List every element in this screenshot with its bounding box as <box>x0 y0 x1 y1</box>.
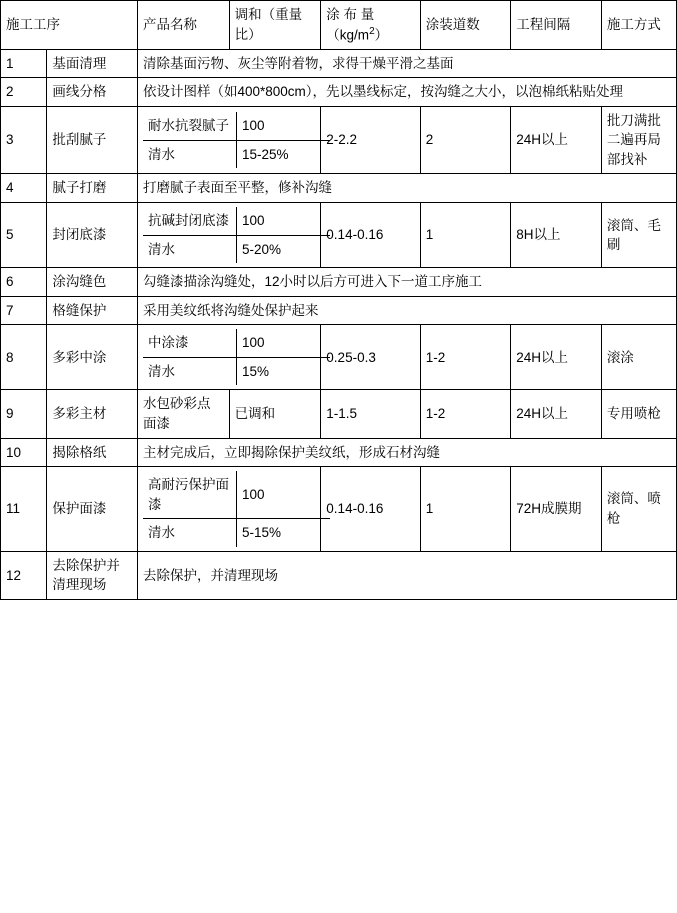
row-product-name: 清水 <box>143 140 237 168</box>
table-header-row <box>1 1 677 50</box>
row-process-name: 画线分格 <box>47 78 138 107</box>
header-cell-interval: 工程间隔 <box>511 1 602 50</box>
table-row <box>1 106 677 174</box>
table-row <box>1 268 677 297</box>
table-row <box>1 325 677 390</box>
row-mix-ratio: 已调和 <box>229 390 321 438</box>
row-mix-ratio: 5-15% <box>241 525 281 541</box>
row-step-number: 11 <box>1 467 47 552</box>
row-process-name: 多彩主材 <box>47 390 138 438</box>
table-row <box>1 467 677 552</box>
row-interval: 24H以上 <box>511 325 602 390</box>
row-mix-ratio: 15% <box>241 363 269 379</box>
row-product-name: 清水 <box>143 357 237 385</box>
row-step-number: 5 <box>1 203 47 268</box>
row-product-name: 水包砂彩点面漆 <box>137 390 229 438</box>
row-method: 滚涂 <box>601 325 676 390</box>
row-step-number: 8 <box>1 325 47 390</box>
row-process-name: 揭除格纸 <box>47 438 138 467</box>
row-description: 打磨腻子表面至平整，修补沟缝 <box>137 174 676 203</box>
row-step-number: 10 <box>1 438 47 467</box>
row-step-number: 1 <box>1 49 47 78</box>
header-cell-product: 产品名称 <box>137 1 229 50</box>
row-description: 清除基面污物、灰尘等附着物，求得干燥平滑之基面 <box>137 49 676 78</box>
row-step-number: 12 <box>1 551 47 599</box>
table-row <box>1 174 677 203</box>
row-mix-ratio: 100 <box>236 329 330 357</box>
product-ratio-row <box>143 471 330 519</box>
header-cell-method: 施工方式 <box>601 1 676 50</box>
row-step-number: 6 <box>1 268 47 297</box>
product-ratio-row <box>143 519 330 547</box>
row-interval: 8H以上 <box>511 203 602 268</box>
table-row <box>1 78 677 107</box>
row-mix-ratio: 15-25% <box>241 146 289 162</box>
row-product-name: 中涂漆 <box>143 329 237 357</box>
row-coat-count: 2 <box>420 106 511 174</box>
row-process-name: 腻子打磨 <box>47 174 138 203</box>
row-method: 专用喷枪 <box>601 390 676 438</box>
row-mix-ratio: 5-20% <box>241 241 281 257</box>
row-coverage-rate: 2-2.2 <box>321 106 420 174</box>
row-product-ratio-group <box>137 325 320 390</box>
row-product-name: 高耐污保护面漆 <box>143 471 237 519</box>
header-cell-ratio: 调和（重量比） <box>229 1 321 50</box>
row-process-name: 保护面漆 <box>47 467 138 552</box>
row-coat-count: 1 <box>420 467 511 552</box>
row-step-number: 3 <box>1 106 47 174</box>
row-coverage-rate: 0.14-0.16 <box>321 203 420 268</box>
row-step-number: 4 <box>1 174 47 203</box>
row-coverage-rate: 0.25-0.3 <box>321 325 420 390</box>
table-body <box>1 1 677 600</box>
row-process-name: 多彩中涂 <box>47 325 138 390</box>
product-ratio-row <box>143 329 330 357</box>
row-product-ratio-group <box>137 106 320 174</box>
product-ratio-row <box>143 235 330 263</box>
row-process-name: 涂沟缝色 <box>47 268 138 297</box>
row-description: 去除保护，并清理现场 <box>137 551 676 599</box>
table-row <box>1 49 677 78</box>
header-cell-process: 施工工序 <box>1 1 138 50</box>
row-description: 采用美纹纸将沟缝处保护起来 <box>137 296 676 325</box>
table-row <box>1 438 677 467</box>
row-description: 依设计图样（如400*800cm），先以墨线标定，按沟缝之大小，以泡棉纸粘贴处理 <box>137 78 676 107</box>
row-coverage-rate: 1-1.5 <box>321 390 420 438</box>
row-product-name: 耐水抗裂腻子 <box>143 112 237 140</box>
product-ratio-row <box>143 140 330 168</box>
table-row <box>1 296 677 325</box>
row-process-name: 封闭底漆 <box>47 203 138 268</box>
row-step-number: 2 <box>1 78 47 107</box>
row-description: 主材完成后，立即揭除保护美纹纸，形成石材沟缝 <box>137 438 676 467</box>
product-ratio-row <box>143 207 330 235</box>
row-method: 滚筒、毛刷 <box>601 203 676 268</box>
row-interval: 24H以上 <box>511 106 602 174</box>
table-row <box>1 551 677 599</box>
row-method: 滚筒、喷枪 <box>601 467 676 552</box>
header-cell-coats: 涂装道数 <box>420 1 511 50</box>
row-step-number: 7 <box>1 296 47 325</box>
row-process-name: 去除保护并清理现场 <box>47 551 138 599</box>
table-row <box>1 390 677 438</box>
product-ratio-row <box>143 112 330 140</box>
row-process-name: 批刮腻子 <box>47 106 138 174</box>
row-description: 勾缝漆描涂沟缝处，12小时以后方可进入下一道工序施工 <box>137 268 676 297</box>
row-coat-count: 1-2 <box>420 390 511 438</box>
row-interval: 72H成膜期 <box>511 467 602 552</box>
row-step-number: 9 <box>1 390 47 438</box>
row-interval: 24H以上 <box>511 390 602 438</box>
row-coverage-rate: 0.14-0.16 <box>321 467 420 552</box>
row-method: 批刀满批二遍再局部找补 <box>601 106 676 174</box>
header-cell-rate: 涂 布 量 $(kg/m^2)$ <box>321 1 420 50</box>
row-process-name: 基面清理 <box>47 49 138 78</box>
row-product-ratio-group <box>137 203 320 268</box>
row-mix-ratio: 100 <box>236 471 330 519</box>
row-mix-ratio: 100 <box>236 112 330 140</box>
product-ratio-row <box>143 357 330 385</box>
row-product-name: 清水 <box>143 519 237 547</box>
row-coat-count: 1-2 <box>420 325 511 390</box>
row-product-ratio-group <box>137 467 320 552</box>
table-row <box>1 203 677 268</box>
row-mix-ratio: 100 <box>236 207 330 235</box>
row-coat-count: 1 <box>420 203 511 268</box>
row-product-name: 清水 <box>143 235 237 263</box>
row-product-name: 抗碱封闭底漆 <box>143 207 237 235</box>
row-process-name: 格缝保护 <box>47 296 138 325</box>
